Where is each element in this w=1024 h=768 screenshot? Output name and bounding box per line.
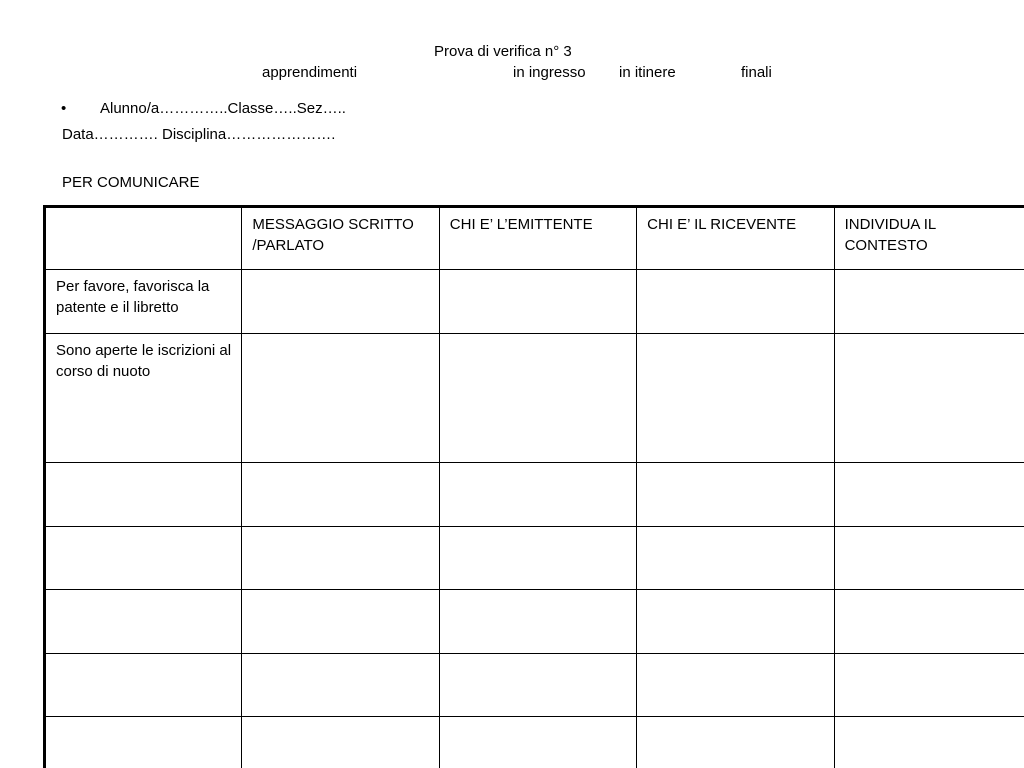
table-row <box>45 270 1024 334</box>
table-cell[interactable] <box>637 654 834 717</box>
table-cell[interactable] <box>439 654 636 717</box>
table-cell[interactable] <box>242 270 439 334</box>
table-cell[interactable] <box>242 654 439 717</box>
table-cell[interactable] <box>439 270 636 334</box>
table-row <box>45 590 1024 654</box>
table-cell[interactable] <box>834 334 1024 463</box>
table-cell[interactable] <box>439 590 636 654</box>
table-cell[interactable] <box>439 334 636 463</box>
table-cell[interactable] <box>45 717 242 768</box>
table-cell[interactable] <box>439 463 636 527</box>
table-row <box>45 527 1024 590</box>
table-cell[interactable] <box>637 463 834 527</box>
table-cell[interactable] <box>242 717 439 768</box>
table-header-cell <box>45 207 242 270</box>
date-discipline-line: Data…………. Disciplina…………………. <box>62 126 336 143</box>
phase-label-in-itinere: in itinere <box>619 64 676 81</box>
table-cell[interactable] <box>45 527 242 590</box>
table-row <box>45 334 1024 463</box>
table-cell[interactable] <box>637 590 834 654</box>
table-cell[interactable] <box>834 654 1024 717</box>
table-cell[interactable] <box>242 463 439 527</box>
table-header-cell: CHI E’ L’EMITTENTE <box>439 207 636 270</box>
table-cell[interactable] <box>637 270 834 334</box>
bullet-icon: • <box>61 100 67 117</box>
table-cell[interactable] <box>242 590 439 654</box>
table-header-cell: MESSAGGIO SCRITTO /PARLATO <box>242 207 439 270</box>
table-row <box>45 463 1024 527</box>
table-cell[interactable] <box>834 590 1024 654</box>
table-cell[interactable] <box>637 717 834 768</box>
table-header-cell: INDIVIDUA IL CONTESTO <box>834 207 1024 270</box>
table-cell[interactable] <box>45 590 242 654</box>
table-cell: Sono aperte le iscrizioni al corso di nuoto <box>45 334 242 463</box>
table-cell[interactable] <box>439 717 636 768</box>
section-heading: PER COMUNICARE <box>62 174 200 191</box>
table-cell[interactable] <box>242 527 439 590</box>
table-row <box>45 654 1024 717</box>
phase-label-in-ingresso: in ingresso <box>513 64 586 81</box>
table-cell[interactable] <box>637 527 834 590</box>
table-cell[interactable] <box>242 334 439 463</box>
document-title: Prova di verifica n° 3 <box>434 43 572 60</box>
table-cell[interactable] <box>834 717 1024 768</box>
exercise-table <box>43 205 1024 768</box>
phase-label-finali: finali <box>741 64 772 81</box>
table-cell[interactable] <box>834 270 1024 334</box>
table-cell: Per favore, favorisca la patente e il libretto <box>45 270 242 334</box>
table-header-row <box>45 207 1024 270</box>
table-cell[interactable] <box>637 334 834 463</box>
table-cell[interactable] <box>439 527 636 590</box>
phase-label-apprendimenti: apprendimenti <box>262 64 358 81</box>
table-cell[interactable] <box>834 463 1024 527</box>
table-cell[interactable] <box>45 463 242 527</box>
student-info-line: Alunno/a…………..Classe…..Sez….. <box>100 100 346 117</box>
table-header-cell: CHI E’ IL RICEVENTE <box>637 207 834 270</box>
table-row <box>45 717 1024 768</box>
table-cell[interactable] <box>834 527 1024 590</box>
table-cell[interactable] <box>45 654 242 717</box>
